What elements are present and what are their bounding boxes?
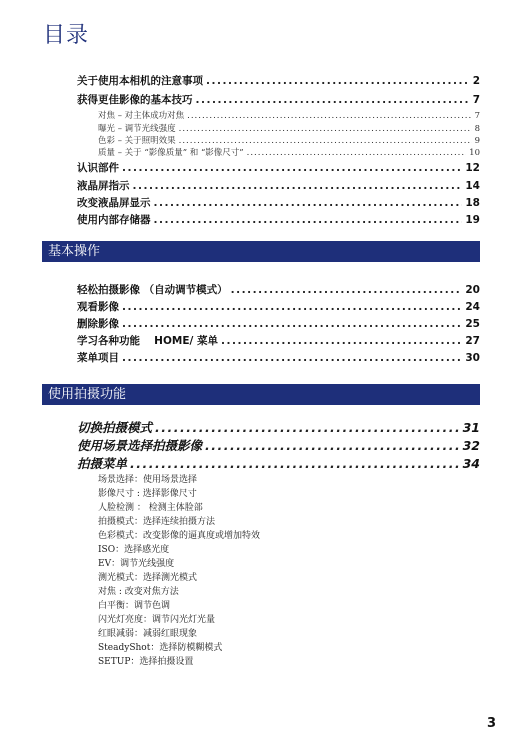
menu-item-iso: ISO：选择感光度 [98,545,170,555]
menu-item-ev: EV：调节光线强度 [98,559,175,569]
page-number: 3 [487,716,497,731]
menu-item-face-detection: 人脸检测 ： 检测主体脸部 [98,503,203,513]
menu-item-red-eye: 红眼减弱：减弱红眼现象 [98,629,198,639]
menu-item-image-size: 影像尺寸 : 选择影像尺寸 [98,489,197,499]
menu-item-focus: 对焦 : 改变对焦方法 [98,587,179,597]
toc-entry-shooting-menu[interactable]: 拍摄菜单 ..... 34 [77,454,480,472]
toc-entry-change-display[interactable]: 改变液晶屏显示 ..... 18 [77,195,480,210]
toc-entry-basic-techniques[interactable]: 获得更佳影像的基本技巧 ..... 7 [77,92,480,107]
toc-entry-menu-items[interactable]: 菜单项目 ..... 30 [77,350,480,365]
toc-subentry-color[interactable]: 色彩 – 关于照明效果 ..... 9 [98,134,480,146]
toc-subentry-quality[interactable]: 质量 – 关于 “影像质量” 和 “影像尺寸” ..... 10 [98,146,480,158]
toc-entry-parts[interactable]: 认识部件 ..... 12 [77,160,480,175]
toc-subentry-exposure[interactable]: 曝光 – 调节光线强度 ..... 8 [98,122,480,134]
toc-entry-home-menu[interactable]: 学习各种功能 HOME/ 菜单 ..... 27 [77,333,480,348]
toc-entry-switch-mode[interactable]: 切换拍摄模式 ..... 31 [77,418,480,436]
menu-item-flash-level: 闪光灯亮度：调节闪光灯光量 [98,615,216,625]
section-header-basic-operations: 基本操作 [42,241,480,262]
menu-item-color-mode: 色彩模式：改变影像的逼真度或增加特效 [98,531,261,541]
toc-entry-internal-memory[interactable]: 使用内部存储器 ..... 19 [77,212,480,227]
menu-item-steadyshot: SteadyShot：选择防模糊模式 [98,643,223,653]
toc-entry-lcd-indicators[interactable]: 液晶屏指示 ..... 14 [77,178,480,193]
page-title: 目录 [43,23,90,48]
toc-entry-easy-shooting[interactable]: 轻松拍摄影像 （自动调节模式） ..... 20 [77,282,480,297]
menu-item-burst-mode: 拍摄模式：选择连续拍摄方法 [98,517,216,527]
toc-entry-precautions[interactable]: 关于使用本相机的注意事项 ..... 2 [77,73,480,88]
toc-entry-viewing-images[interactable]: 观看影像 ..... 24 [77,299,480,314]
menu-item-setup: SETUP：选择拍摄设置 [98,657,194,667]
section-header-shooting-functions: 使用拍摄功能 [42,384,480,405]
menu-item-white-balance: 白平衡：调节色调 [98,601,171,611]
menu-item-scene: 场景选择：使用场景选择 [98,475,198,485]
menu-item-metering: 测光模式：选择测光模式 [98,573,198,583]
toc-entry-scene-selection[interactable]: 使用场景选择拍摄影像 ..... 32 [77,436,480,454]
toc-entry-deleting-images[interactable]: 删除影像 ..... 25 [77,316,480,331]
toc-subentry-focus[interactable]: 对焦 – 对主体成功对焦 ..... 7 [98,109,480,121]
